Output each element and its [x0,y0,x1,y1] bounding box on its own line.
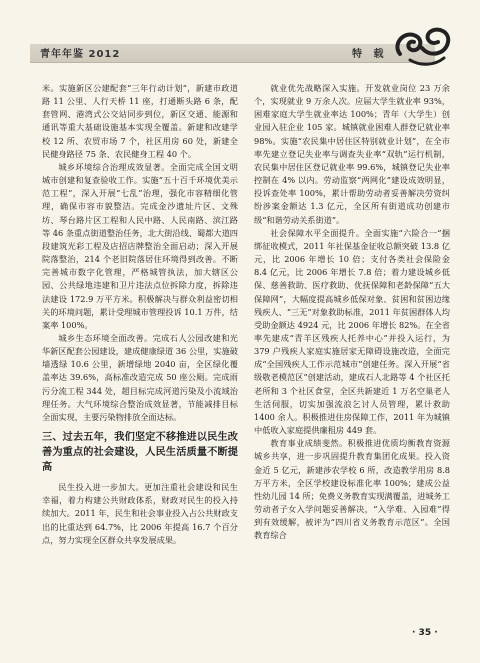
paragraph-livelihood-investment: 民生投入进一步加大。更加注重社会建设和民生幸福，着力构建公共财政体系，财政对民生的投入持续加大。2011 年，民生和社会事业投入占公共财政支出的比重达到 64.7%，比 2006 年提高 16.7 个百分点，努力实现全区群众共享发展成果。 [42,482,238,545]
paragraph-ecology: 城乡生态环境全面改善。完成石人公园改建和光华新区配套公园建设，建成健康绿道 36 公里，实施破墙透绿 10.6 公里，新增绿地 2040 亩，全区绿化覆盖率达 39.6%，高标准改造完成 50 座公厕。完成雨污分流工程 344 处，超目标完成河道污染及小流域治理任务。大气环境综合整治成效显著，节能减排目标全面实现，主要污染物排放全面达标。 [42,332,238,422]
section-heading: 三、过去五年，我们坚定不移推进以民生改善为重点的社会建设，人民生活质量不断提高 [42,432,238,474]
paragraph-environment-governance: 城乡环境综合治理成效显著。全面完成全国文明城市创建和复查验收工作。实施“五十百千环境优美示范工程”，深入开展“七乱”治理，强化市容精细化管理，确保市容市貌整洁。完成金沙遗址片区、文殊坊、琴台路片区工程和人民中路、人民南路、滨江路等 46 条重点街道整治任务，北大街沿线、蜀都大道四段建筑光彩工程及店招店牌整治全面启动；深入开展院落整治，214 个老旧院落居住环境得到改善。不断完善城市数字化管理，严格城管执法，加大辖区公园、公共绿地违建和卫片违法点位拆除力度，拆除违法建设 172.9 万平方米。积极解决与群众利益密切相关的环境问题，累计受理城市管理投诉 10.1 万件，结案率 100%。 [42,161,238,330]
paragraph-social-security: 社会保障水平全面提升。全面实施“六险合一”捆绑征收模式，2011 年社保基金征收总额突破 13.8 亿元，比 2006 年增长 10 倍；支付各类社会保险金 8.4 亿元，比 2006 年增长 7.8 倍；着力建设城乡低保、慈善救助、医疗救助、优抚保障和老龄保障“五大保障网”，大幅度提高城乡低保对象、贫困和贫困边缘残疾人、“三无”对象救助标准，2011 年贫困群体人均受助金额达 4924 元，比 2006 年增长 82%。在全省率先建成“青羊区残疾人托养中心”并投入运行，为 379 户残疾人家庭实施居家无障碍设施改造，全面完成“全国残疾人工作示范城市”创建任务。深入开展“省级敬老模范区”创建活动，建成石人北路等 4 个社区托老所和 3 个社区食堂，全区共新建近 1 万名空巢老人生活伺服，切实加强流浪乞讨人员管理，累计救助 1400 余人。积极推进住房保障工作，2011 年为城镇中低收入家庭提供廉租房 449 套。 [254,227,450,436]
right-column [254,82,450,542]
yearbook-title: 青年年鉴 2012 [40,49,121,60]
page-number: · 35 · [412,628,438,638]
paragraph-education: 教育事业成绩斐然。积极推进优质均衡教育资源城乡共享，进一步巩固提升教育集团化成果。投入资金近 5 亿元，新建涉农学校 6 所，改造教学用房 8.8 万平方米，全区学校建设标准化率 100%；建成公益性幼儿园 14 所；免费义务教育实现满覆盖，进城务工劳动者子女入学问题妥善解决，“入学难、入园难”得到有效缓解，被评为“四川省义务教育示范区”。全国教育综合 [254,438,450,541]
page-header [0,0,480,72]
left-column [42,82,238,547]
section-label: 特 载 [352,49,388,60]
paragraph-employment: 就业优先战略深入实施。开发就业岗位 23 万余个，实现就业 9 万余人次。应届大学生就业率 93%，困难家庭大学生就业率达 100%；青年（大学生）创业园入驻企业 105 家。城镇就业困难人群登记就业率 98%。实施“农民集中居住区特别就业计划”，在全市率先建立登记失业率与调查失业率“双轨”运行机制，农民集中居住区登记就业率 99.6%，城镇登记失业率控制在 4% 以内。劳动监察“两网化”建设成效明显，投诉查处率 100%，累计帮助劳动者妥善解决劳资纠纷涉案金额达 1.3 亿元，全区所有街道成功创建市级“和谐劳动关系街道”。 [254,83,450,225]
paragraph-public-facilities: 米。实施新区公建配套“三年行动计划”，新建市政道路 11 公里、人行天桥 11 座，打通断头路 6 条，配套管网、港湾式公交站同步到位，新区交通、能源和通讯等重大基础设施基本实现全覆盖。新建和改建学校 12 所、农贸市场 7 个，社区用房 60 处，新建全民健身路径 75 条、农民健身工程 40 个。 [42,83,238,159]
swirl-logo-icon [386,20,458,72]
